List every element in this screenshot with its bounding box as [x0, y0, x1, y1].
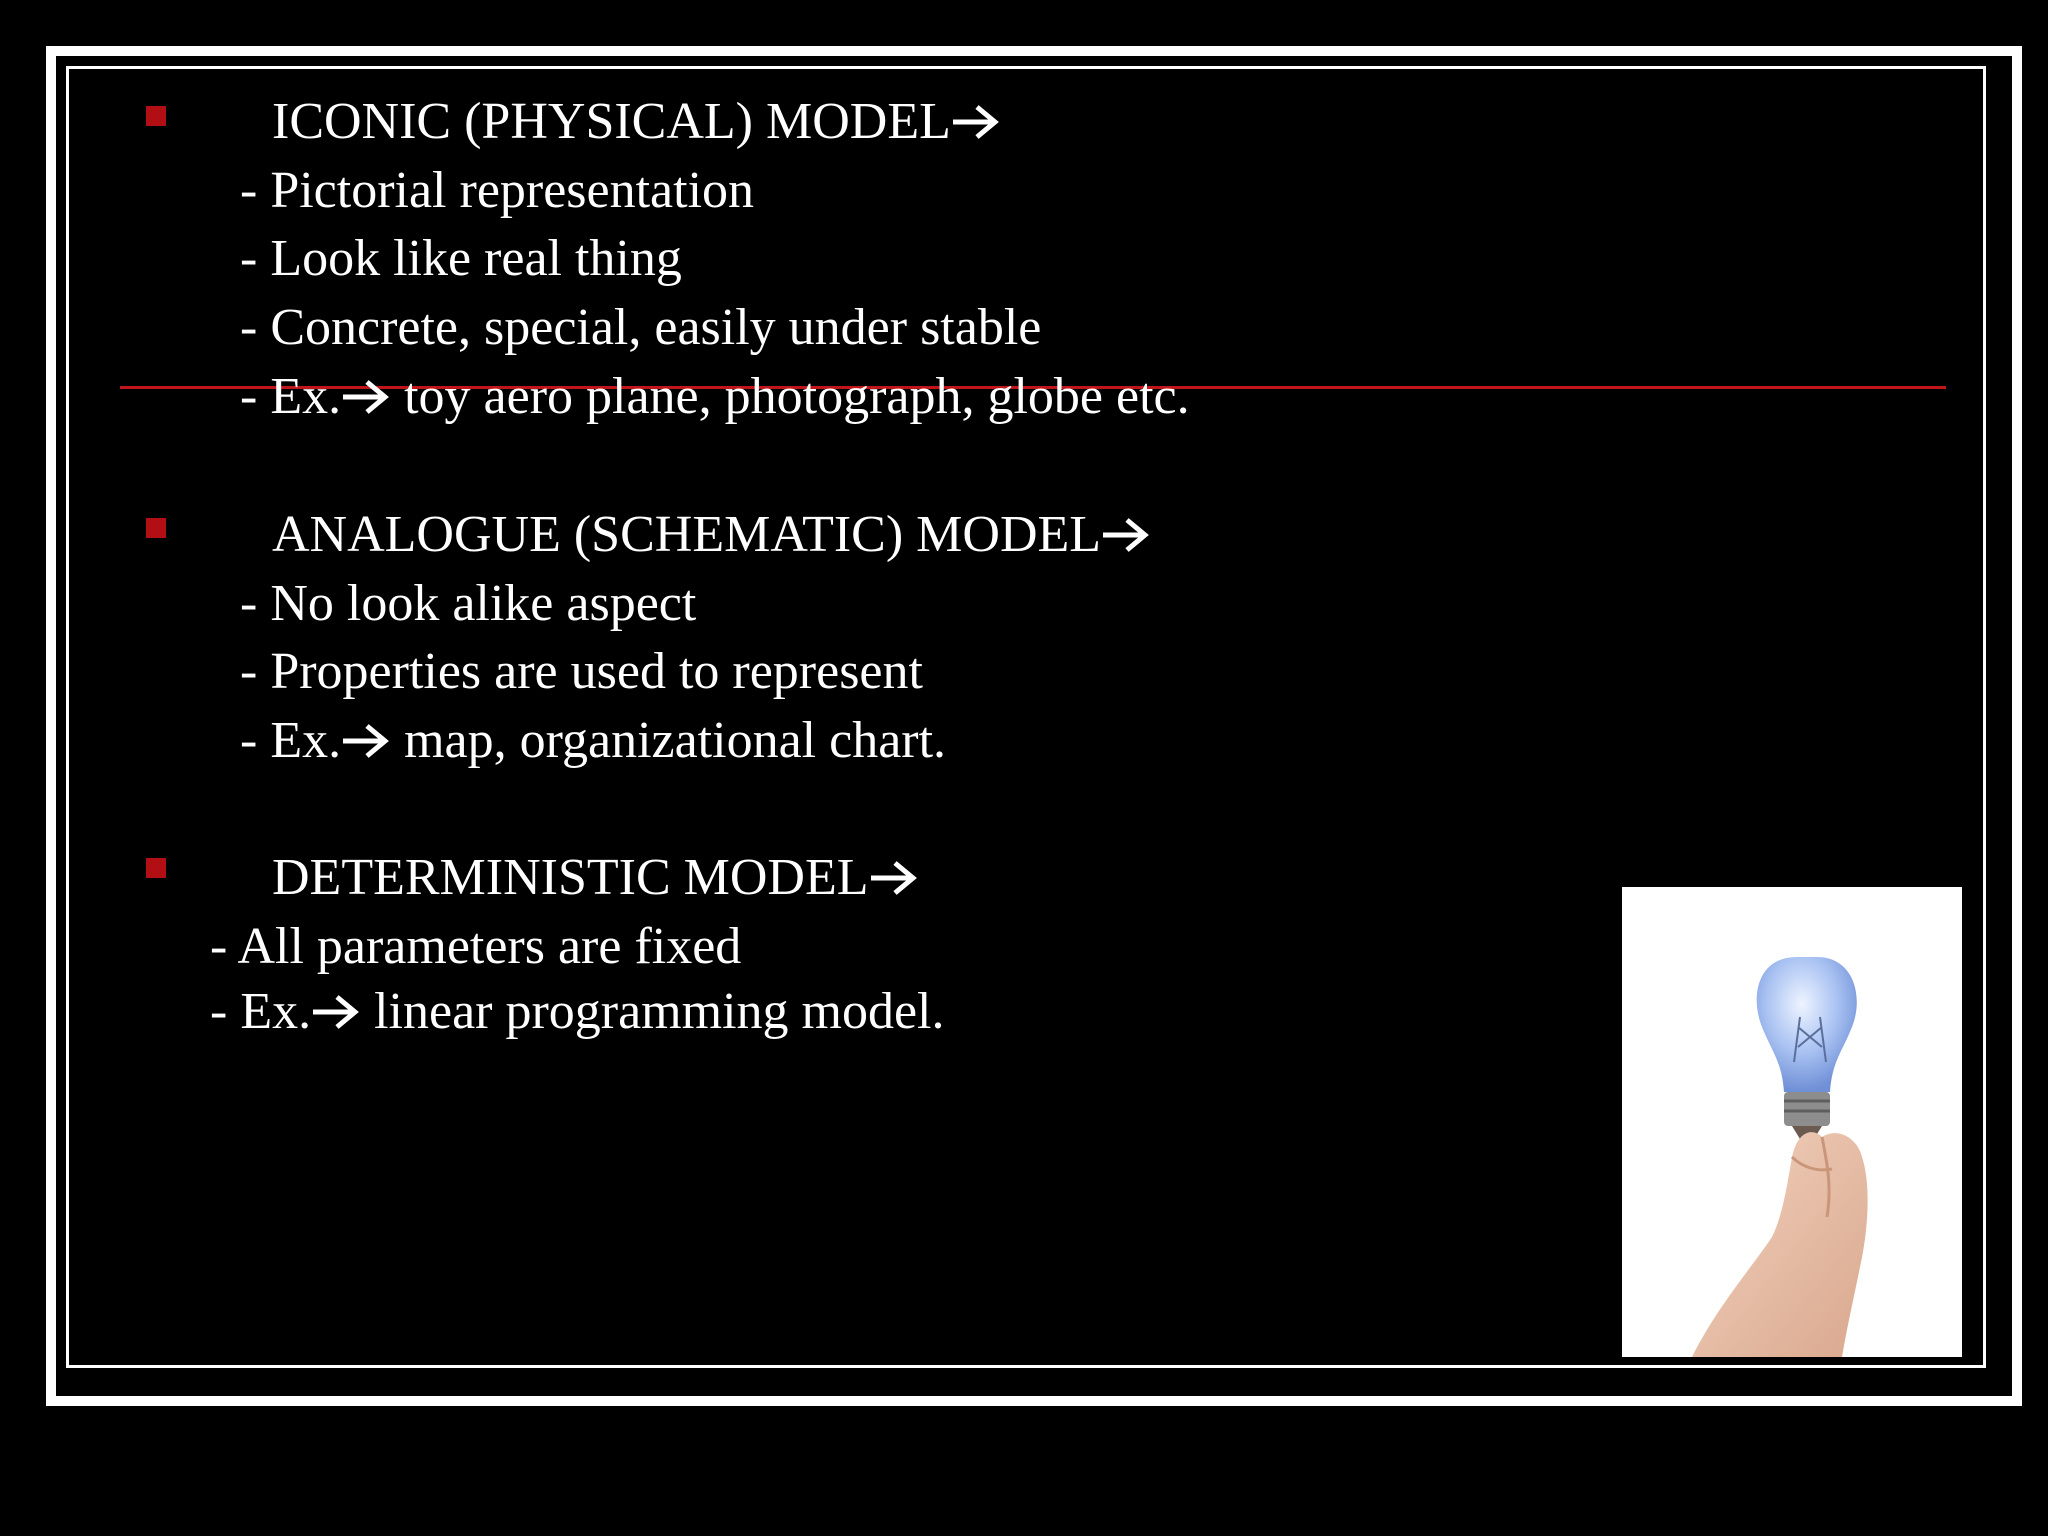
- right-arrow-icon: [1101, 515, 1151, 555]
- example-prefix: - Ex.: [210, 983, 312, 1040]
- right-arrow-icon: [341, 377, 391, 417]
- bullet-square-icon: [146, 518, 166, 538]
- list-item: - Look like real thing: [240, 230, 682, 287]
- heading-text: DETERMINISTIC MODEL: [272, 849, 869, 906]
- list-item: - Concrete, special, easily under stable: [240, 299, 1042, 356]
- example-prefix: - Ex.: [240, 712, 342, 769]
- right-arrow-icon: [341, 721, 391, 761]
- example-text: map, organizational chart.: [391, 712, 947, 769]
- section-heading-analogue: [272, 505, 1151, 565]
- example-prefix: - Ex.: [240, 368, 342, 425]
- heading-text: ICONIC (PHYSICAL) MODEL: [272, 93, 951, 150]
- list-item: - All parameters are fixed: [210, 918, 742, 975]
- light-bulb-in-hand-image: [1622, 887, 1962, 1357]
- bullet-square-icon: [146, 858, 166, 878]
- right-arrow-icon: [869, 858, 919, 898]
- example-line: [240, 367, 1190, 427]
- right-arrow-icon: [311, 992, 361, 1032]
- list-item: - Properties are used to represent: [240, 643, 923, 700]
- bullet-square-icon: [146, 106, 166, 126]
- section-heading-deterministic: [272, 848, 919, 908]
- list-item: - Pictorial representation: [240, 162, 755, 219]
- light-bulb-icon: [1622, 887, 1962, 1357]
- example-line: [240, 711, 946, 771]
- list-item: - No look alike aspect: [240, 575, 697, 632]
- example-line: [210, 982, 945, 1042]
- example-text: toy aero plane, photograph, globe etc.: [391, 368, 1190, 425]
- example-text: linear programming model.: [361, 983, 945, 1040]
- section-heading-iconic: [272, 92, 1001, 152]
- heading-text: ANALOGUE (SCHEMATIC) MODEL: [272, 506, 1102, 563]
- right-arrow-icon: [951, 102, 1001, 142]
